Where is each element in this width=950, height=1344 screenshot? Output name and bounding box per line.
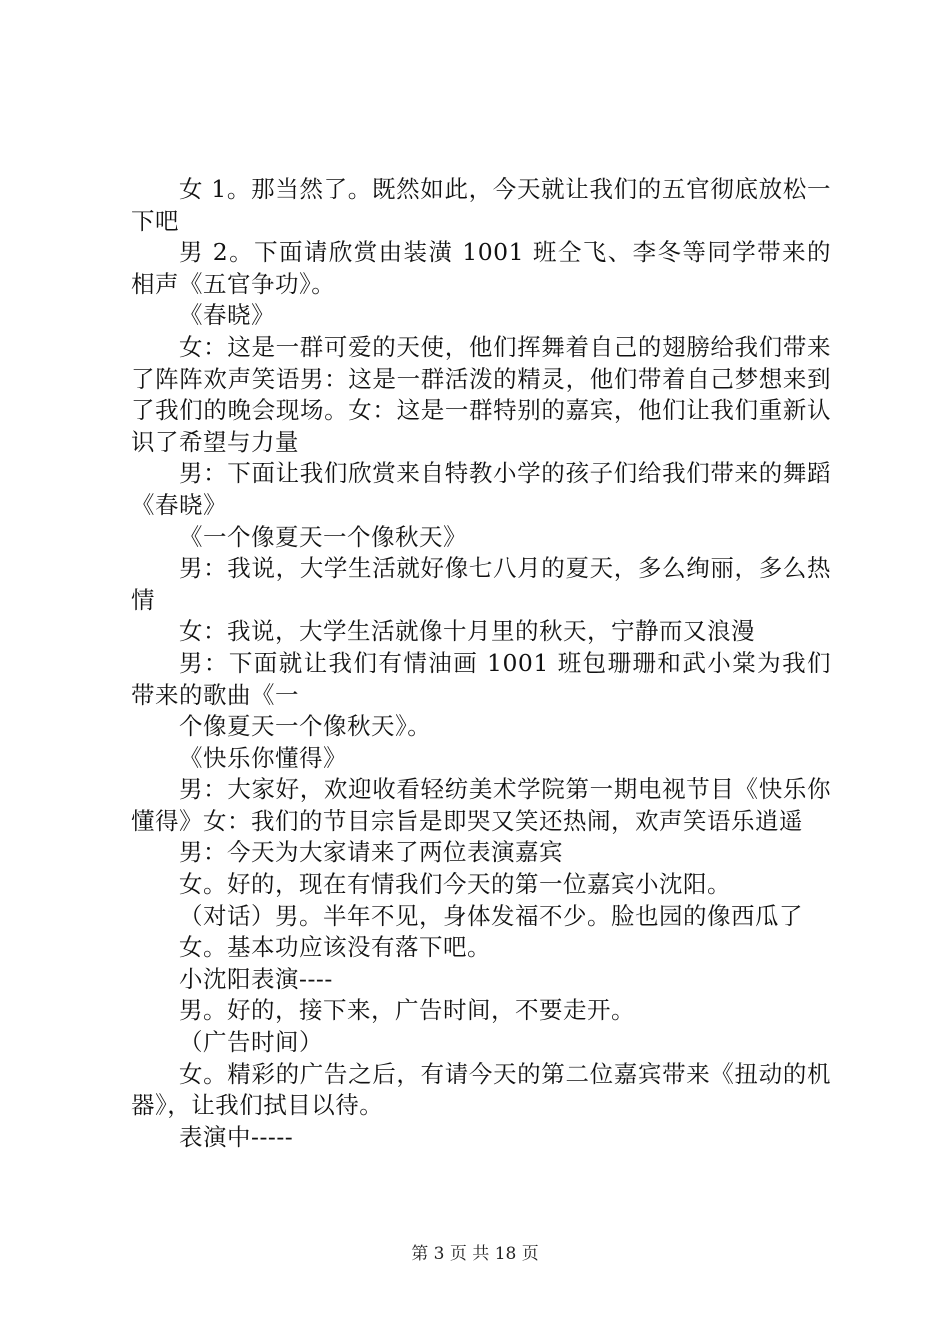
section-title: 《一个像夏天一个像秋天》: [179, 522, 467, 551]
paragraph: 男。好的，接下来，广告时间，不要走开。: [179, 996, 635, 1025]
paragraph: 男 2。下面请欣赏由装潢 1001 班仝飞、李冬等同学带来的相声《五官争功》。: [131, 238, 831, 298]
paragraph: 男：下面就让我们有情油画 1001 班包珊珊和武小棠为我们带来的歌曲《一: [131, 648, 831, 709]
paragraph: （对话）男。半年不见，身体发福不少。脸也园的像西瓜了: [179, 901, 803, 930]
paragraph: 女：我说，大学生活就像十月里的秋天，宁静而又浪漫: [179, 617, 755, 646]
document-body: [131, 174, 831, 1153]
paragraph: （广告时间）: [179, 1028, 323, 1057]
paragraph: 表演中-----: [179, 1122, 294, 1151]
paragraph: 男：下面让我们欣赏来自特教小学的孩子们给我们带来的舞蹈《春晓》: [131, 459, 831, 519]
page-footer: [0, 1243, 950, 1265]
paragraph: 个像夏天一个像秋天》。: [179, 712, 432, 741]
paragraph: 小沈阳表演----: [179, 964, 333, 993]
section-title: 《快乐你懂得》: [179, 743, 347, 772]
paragraph: 女 1。那当然了。既然如此，今天就让我们的五官彻底放松一下吧: [131, 175, 831, 235]
paragraph: 女：这是一群可爱的天使，他们挥舞着自己的翅膀给我们带来了阵阵欢声笑语男：这是一群活泼的精灵，他们带着自己梦想来到了我们的晚会现场。女：这是一群特别的嘉宾，他们让我们重新认识了希望与力量: [131, 332, 831, 456]
paragraph: 男：大家好，欢迎收看轻纺美术学院第一期电视节目《快乐你懂得》女：我们的节目宗旨是即哭又笑还热闹，欢声笑语乐逍遥: [131, 775, 831, 835]
section-title: 《春晓》: [179, 301, 275, 330]
paragraph: 男：我说，大学生活就好像七八月的夏天，多么绚丽，多么热情: [131, 554, 831, 614]
paragraph: 女。基本功应该没有落下吧。: [179, 933, 491, 962]
paragraph: 女。精彩的广告之后，有请今天的第二位嘉宾带来《扭动的机器》，让我们拭目以待。: [131, 1059, 831, 1120]
paragraph: 女。好的，现在有情我们今天的第一位嘉宾小沈阳。: [179, 870, 731, 899]
paragraph: 男：今天为大家请来了两位表演嘉宾: [179, 838, 563, 867]
page-number: 第 3 页 共 18 页: [411, 1244, 539, 1264]
